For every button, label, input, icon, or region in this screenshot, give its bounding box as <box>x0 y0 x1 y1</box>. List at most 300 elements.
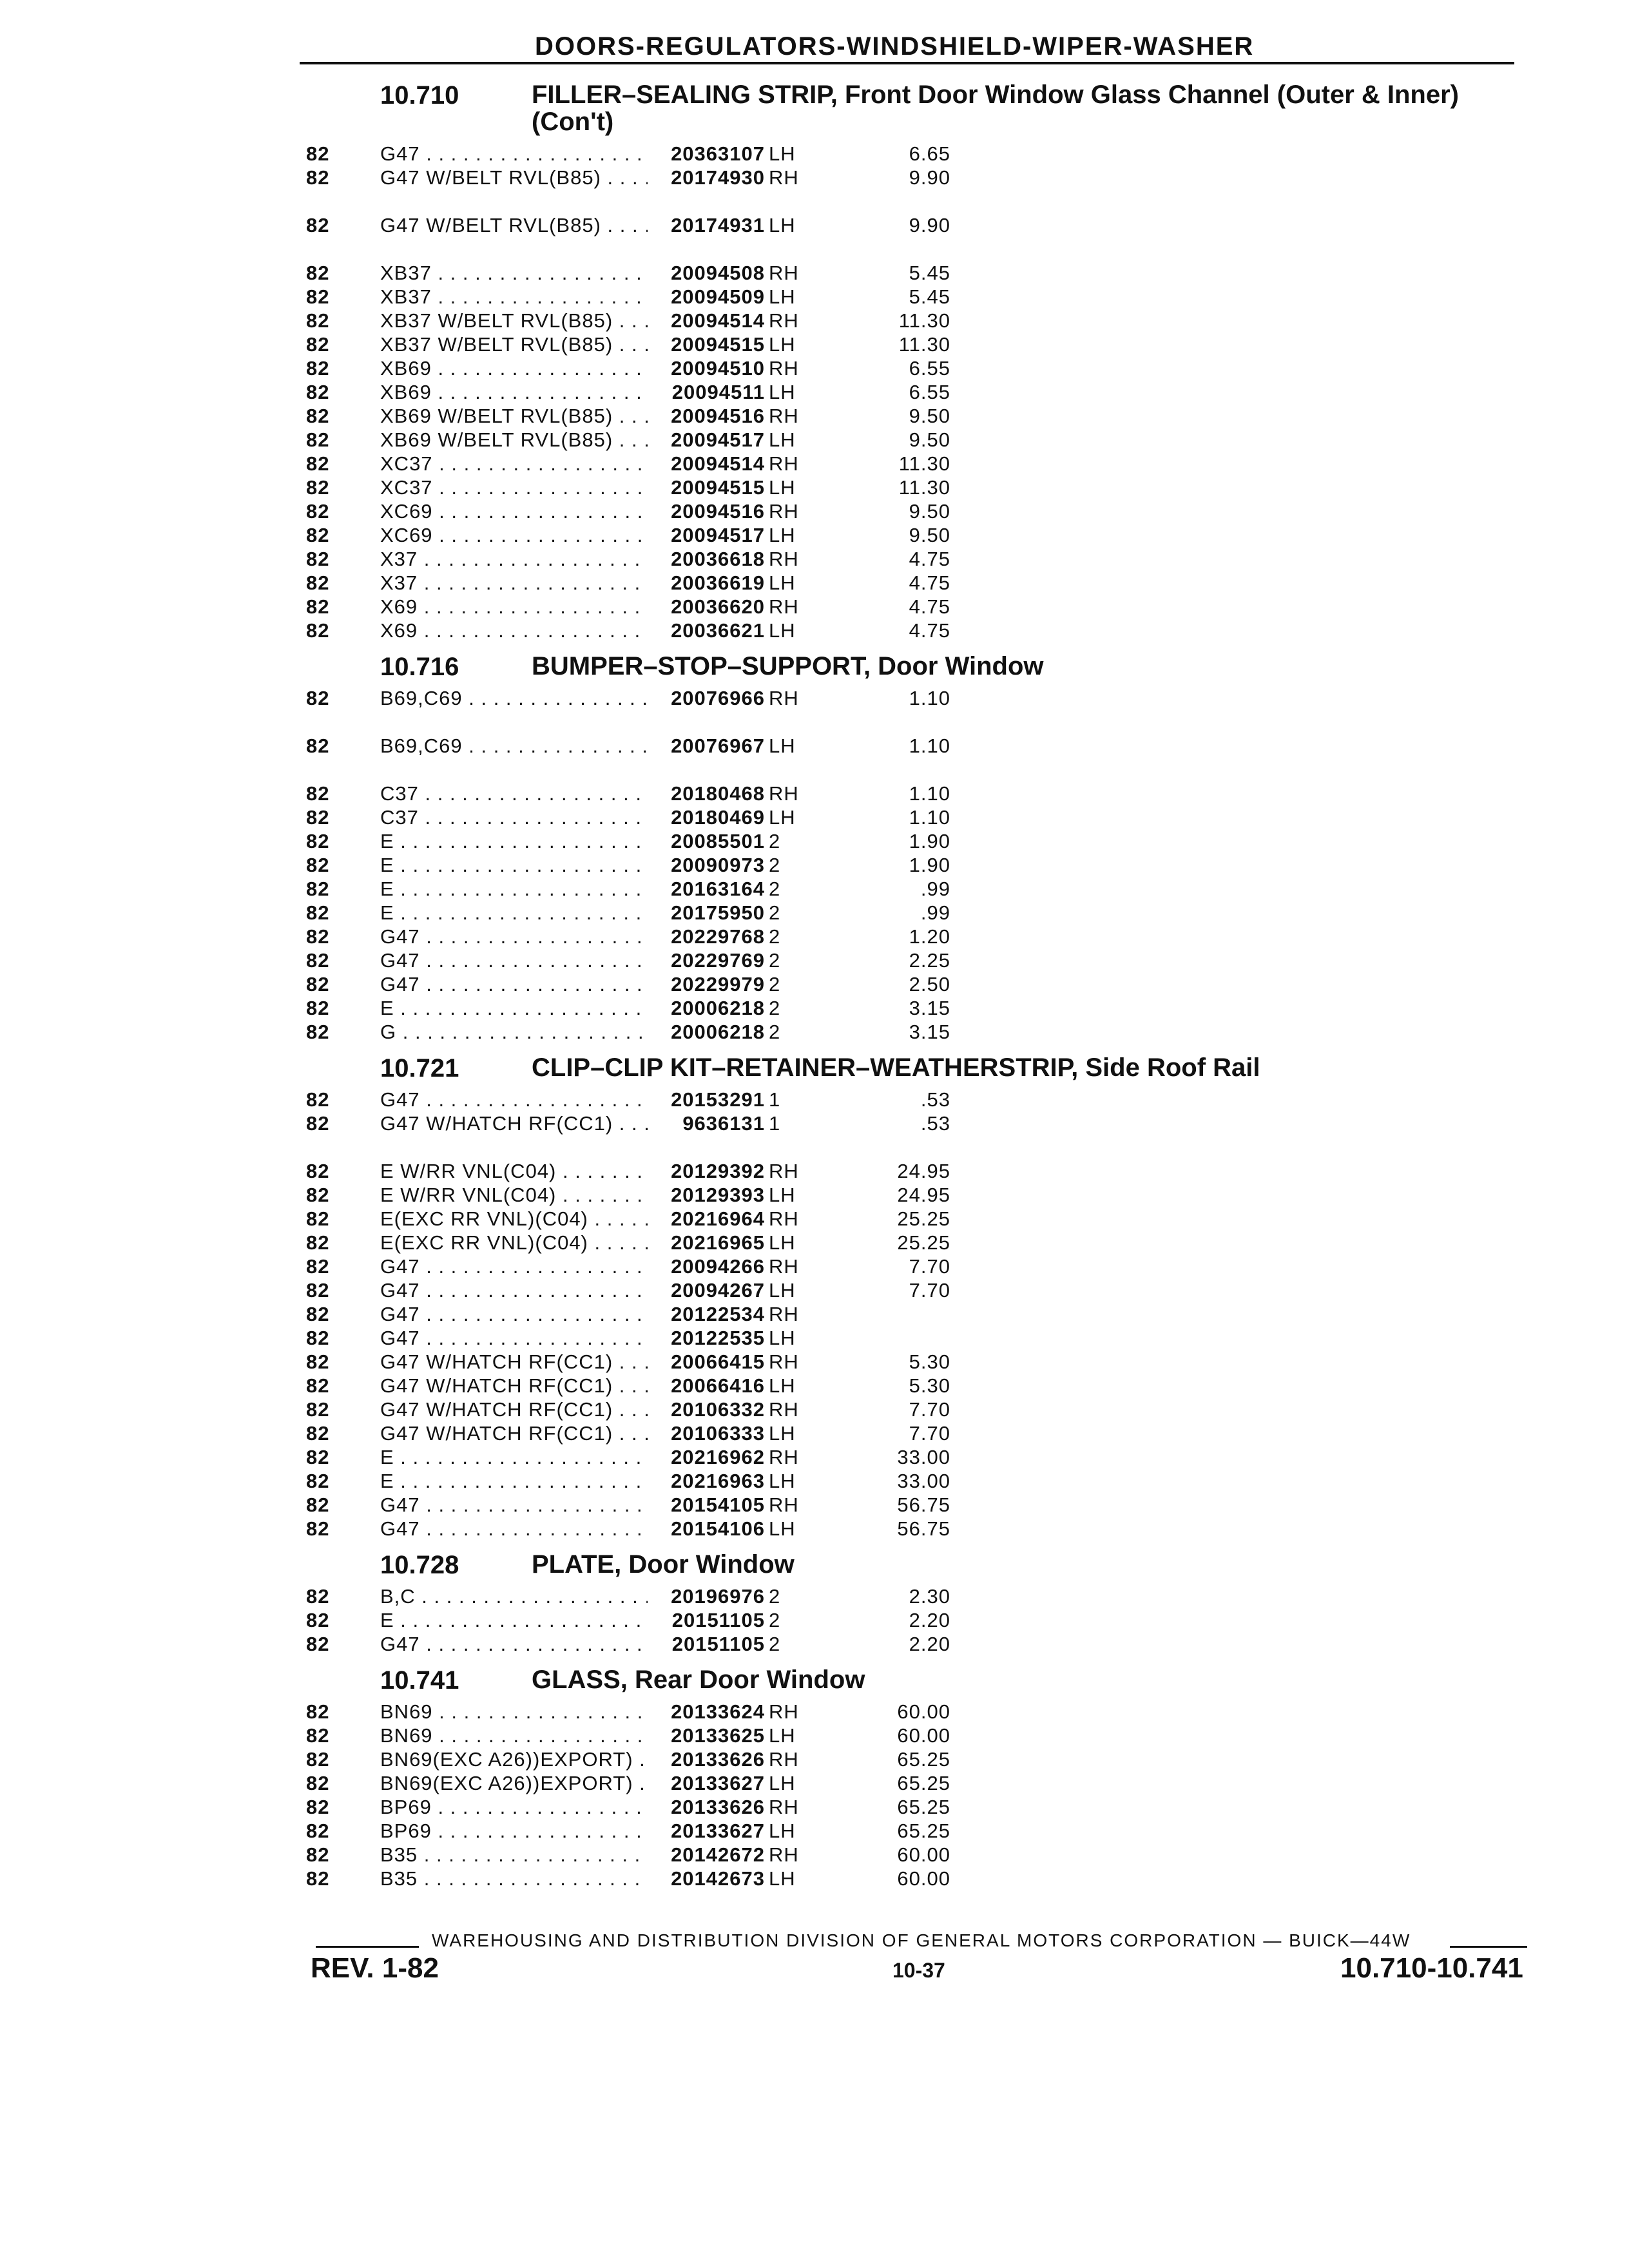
price-cell: 65.25 <box>897 1748 950 1771</box>
part-number-cell: 20129393 <box>648 1183 765 1207</box>
model-cell: G47 W/BELT RVL(B85) . . . <box>380 213 715 237</box>
part-number-cell: 20154106 <box>648 1517 765 1541</box>
model-cell: E W/RR VNL(C04) . . . <box>380 1183 715 1207</box>
year-cell: 82 <box>306 854 330 876</box>
table-row <box>300 285 1514 309</box>
year-cell: 82 <box>306 1772 330 1794</box>
quantity-cell: 2 <box>769 830 781 852</box>
table-row <box>300 1493 1514 1517</box>
table-row <box>300 1584 1514 1608</box>
quantity-cell: LH <box>769 1470 796 1492</box>
year-cell: 82 <box>306 1398 330 1421</box>
price-cell: 33.00 <box>897 1446 950 1468</box>
table-row <box>300 1111 1514 1159</box>
section-number: 10.721 <box>380 1054 459 1082</box>
part-number-cell: 20094509 <box>648 285 765 309</box>
quantity-cell: 1 <box>769 1088 781 1111</box>
section-title: CLIP–CLIP KIT–RETAINER–WEATHERSTRIP, Side Roof Rail <box>532 1053 1260 1082</box>
part-number-cell: 20094517 <box>648 523 765 547</box>
section-heading <box>300 75 1514 142</box>
table-row <box>300 523 1514 547</box>
year-cell: 82 <box>306 1422 330 1445</box>
model-cell: G47 . . . <box>380 142 715 166</box>
price-cell: .99 <box>920 878 950 900</box>
quantity-cell: LH <box>769 524 796 546</box>
part-number-cell: 20133625 <box>648 1724 765 1747</box>
quantity-cell: RH <box>769 1350 799 1373</box>
quantity-cell: RH <box>769 1446 799 1468</box>
year-cell: 82 <box>306 1700 330 1723</box>
model-cell: G47 W/HATCH RF(CC1) . . . <box>380 1374 715 1398</box>
table-row <box>300 142 1514 166</box>
quantity-cell: LH <box>769 1867 796 1890</box>
quantity-cell: LH <box>769 735 796 757</box>
quantity-cell: RH <box>769 262 799 284</box>
quantity-cell: LH <box>769 333 796 356</box>
price-cell: 1.20 <box>909 925 950 948</box>
quantity-cell: RH <box>769 1748 799 1771</box>
part-number-cell: 20229979 <box>648 972 765 996</box>
model-cell: G47 W/BELT RVL(B85) . . . <box>380 166 715 189</box>
part-number-cell: 20122534 <box>648 1302 765 1326</box>
table-row <box>300 1724 1514 1747</box>
table-row <box>300 1159 1514 1183</box>
table-row <box>300 1350 1514 1374</box>
section-heading <box>300 646 1514 686</box>
price-cell: 56.75 <box>897 1517 950 1540</box>
model-cell: E(EXC RR VNL)(C04) . . . <box>380 1207 715 1231</box>
table-row <box>300 1326 1514 1350</box>
year-cell: 82 <box>306 1867 330 1890</box>
year-cell: 82 <box>306 1796 330 1818</box>
quantity-cell: 2 <box>769 854 781 876</box>
quantity-cell: 2 <box>769 1609 781 1631</box>
table-row <box>300 1183 1514 1207</box>
footer-rule-right <box>1450 1946 1527 1948</box>
year-cell: 82 <box>306 405 330 427</box>
price-cell: 4.75 <box>909 619 950 642</box>
quantity-cell: RH <box>769 500 799 523</box>
part-number-cell: 20122535 <box>648 1326 765 1350</box>
model-cell: E . . . <box>380 1608 715 1632</box>
table-row <box>300 619 1514 642</box>
part-number-cell: 20174931 <box>648 213 765 237</box>
quantity-cell: LH <box>769 1772 796 1794</box>
year-cell: 82 <box>306 1585 330 1608</box>
part-number-cell: 20133624 <box>648 1700 765 1724</box>
price-cell: 25.25 <box>897 1231 950 1254</box>
year-cell: 82 <box>306 1088 330 1111</box>
price-cell: 9.50 <box>909 524 950 546</box>
price-cell: 1.10 <box>909 806 950 829</box>
model-cell: G47 . . . <box>380 1278 715 1302</box>
quantity-cell: RH <box>769 357 799 380</box>
table-row <box>300 1302 1514 1326</box>
model-cell: E . . . <box>380 1469 715 1493</box>
quantity-cell: LH <box>769 1724 796 1747</box>
table-row <box>300 1278 1514 1302</box>
part-number-cell: 20094508 <box>648 261 765 285</box>
table-row <box>300 428 1514 452</box>
quantity-cell: LH <box>769 428 796 451</box>
model-cell: XC69 . . . <box>380 499 715 523</box>
price-cell: 60.00 <box>897 1867 950 1890</box>
part-number-cell: 9636131 <box>648 1111 765 1135</box>
model-cell: XC37 . . . <box>380 452 715 476</box>
table-row <box>300 1445 1514 1469</box>
table-row <box>300 1771 1514 1795</box>
table-row <box>300 1398 1514 1421</box>
year-cell: 82 <box>306 309 330 332</box>
table-row <box>300 972 1514 996</box>
section-title: FILLER–SEALING STRIP, Front Door Window Glass Channel (Outer & Inner) (Con't) <box>532 81 1459 136</box>
part-number-cell: 20094514 <box>648 452 765 476</box>
table-row <box>300 877 1514 901</box>
table-row <box>300 1469 1514 1493</box>
model-cell: E . . . <box>380 901 715 925</box>
price-cell: 9.50 <box>909 500 950 523</box>
year-cell: 82 <box>306 1748 330 1771</box>
year-cell: 82 <box>306 1112 330 1135</box>
part-number-cell: 20363107 <box>648 142 765 166</box>
model-cell: BN69(EXC A26))EXPORT) . . . <box>380 1747 715 1771</box>
page-number: 10-37 <box>892 1959 945 1982</box>
model-cell: XB37 W/BELT RVL(B85) . . . <box>380 309 715 332</box>
part-number-cell: 20106333 <box>648 1421 765 1445</box>
part-number-cell: 20076966 <box>648 686 765 710</box>
part-number-cell: 20142672 <box>648 1843 765 1867</box>
table-row <box>300 782 1514 805</box>
quantity-cell: LH <box>769 572 796 594</box>
price-cell: 2.20 <box>909 1633 950 1655</box>
table-row <box>300 404 1514 428</box>
model-cell: BP69 . . . <box>380 1795 715 1819</box>
price-cell: 60.00 <box>897 1700 950 1723</box>
quantity-cell: LH <box>769 1327 796 1349</box>
quantity-cell: RH <box>769 548 799 570</box>
year-cell: 82 <box>306 214 330 236</box>
part-number-cell: 20133626 <box>648 1747 765 1771</box>
table-row <box>300 1374 1514 1398</box>
year-cell: 82 <box>306 452 330 475</box>
table-row <box>300 499 1514 523</box>
year-cell: 82 <box>306 1231 330 1254</box>
part-number-cell: 20090973 <box>648 853 765 877</box>
year-cell: 82 <box>306 1494 330 1516</box>
price-cell: 7.70 <box>909 1398 950 1421</box>
year-cell: 82 <box>306 1820 330 1842</box>
price-cell: 5.30 <box>909 1374 950 1397</box>
model-cell: B69,C69 . . . <box>380 686 715 710</box>
year-cell: 82 <box>306 548 330 570</box>
part-number-cell: 20094511 <box>648 380 765 404</box>
header-rule <box>300 62 1514 64</box>
table-row <box>300 166 1514 213</box>
part-number-cell: 20066416 <box>648 1374 765 1398</box>
model-cell: XB37 . . . <box>380 285 715 309</box>
year-cell: 82 <box>306 1633 330 1655</box>
year-cell: 82 <box>306 1184 330 1206</box>
year-cell: 82 <box>306 901 330 924</box>
year-cell: 82 <box>306 1327 330 1349</box>
model-cell: C37 . . . <box>380 805 715 829</box>
model-cell: G47 . . . <box>380 1302 715 1326</box>
part-number-cell: 20129392 <box>648 1159 765 1183</box>
table-row <box>300 452 1514 476</box>
quantity-cell: 2 <box>769 997 781 1019</box>
part-number-cell: 20036621 <box>648 619 765 642</box>
model-cell: G47 . . . <box>380 948 715 972</box>
section-heading <box>300 1660 1514 1700</box>
part-number-cell: 20006218 <box>648 1020 765 1044</box>
quantity-cell: RH <box>769 166 799 189</box>
table-row <box>300 380 1514 404</box>
year-cell: 82 <box>306 782 330 805</box>
model-cell: XB37 W/BELT RVL(B85) . . . <box>380 332 715 356</box>
table-row <box>300 1747 1514 1771</box>
table-row <box>300 261 1514 285</box>
price-cell: 2.50 <box>909 973 950 995</box>
price-cell: 65.25 <box>897 1796 950 1818</box>
table-row <box>300 1517 1514 1541</box>
part-number-cell: 20133626 <box>648 1795 765 1819</box>
price-cell: 1.90 <box>909 854 950 876</box>
year-cell: 82 <box>306 285 330 308</box>
quantity-cell: RH <box>769 1207 799 1230</box>
model-cell: G47 W/HATCH RF(CC1) . . . <box>380 1350 715 1374</box>
table-row <box>300 476 1514 499</box>
table-row <box>300 1819 1514 1843</box>
section-range: 10.710-10.741 <box>1340 1952 1523 1984</box>
table-row <box>300 925 1514 948</box>
model-cell: G47 . . . <box>380 1254 715 1278</box>
table-row <box>300 1088 1514 1111</box>
model-cell: G47 W/HATCH RF(CC1) . . . <box>380 1421 715 1445</box>
quantity-cell: RH <box>769 1303 799 1325</box>
table-row <box>300 571 1514 595</box>
part-number-cell: 20076967 <box>648 734 765 758</box>
model-cell: E . . . <box>380 1445 715 1469</box>
year-cell: 82 <box>306 830 330 852</box>
year-cell: 82 <box>306 595 330 618</box>
price-cell: 7.70 <box>909 1279 950 1302</box>
price-cell: 2.25 <box>909 949 950 972</box>
year-cell: 82 <box>306 476 330 499</box>
model-cell: G47 . . . <box>380 972 715 996</box>
quantity-cell: 2 <box>769 1633 781 1655</box>
quantity-cell: 2 <box>769 973 781 995</box>
section-number: 10.716 <box>380 653 459 681</box>
model-cell: XB69 W/BELT RVL(B85) . . . <box>380 404 715 428</box>
part-number-cell: 20066415 <box>648 1350 765 1374</box>
part-number-cell: 20036619 <box>648 571 765 595</box>
part-number-cell: 20133627 <box>648 1819 765 1843</box>
year-cell: 82 <box>306 687 330 709</box>
price-cell: .53 <box>920 1088 950 1111</box>
part-number-cell: 20094515 <box>648 332 765 356</box>
price-cell: 6.65 <box>909 142 950 165</box>
table-row <box>300 1700 1514 1724</box>
model-cell: G47 . . . <box>380 1326 715 1350</box>
year-cell: 82 <box>306 262 330 284</box>
quantity-cell: LH <box>769 214 796 236</box>
quantity-cell: LH <box>769 806 796 829</box>
year-cell: 82 <box>306 997 330 1019</box>
price-cell: .53 <box>920 1112 950 1135</box>
quantity-cell: RH <box>769 1796 799 1818</box>
part-number-cell: 20094516 <box>648 404 765 428</box>
table-row <box>300 1421 1514 1445</box>
model-cell: XB69 . . . <box>380 380 715 404</box>
quantity-cell: LH <box>769 1279 796 1302</box>
model-cell: G47 W/HATCH RF(CC1) . . . <box>380 1111 715 1135</box>
quantity-cell: 2 <box>769 878 781 900</box>
quantity-cell: 2 <box>769 1585 781 1608</box>
year-cell: 82 <box>306 142 330 165</box>
price-cell: .99 <box>920 901 950 924</box>
price-cell: 25.25 <box>897 1207 950 1230</box>
model-cell: G47 . . . <box>380 925 715 948</box>
model-cell: G47 . . . <box>380 1088 715 1111</box>
section-title: GLASS, Rear Door Window <box>532 1666 865 1694</box>
model-cell: XB37 . . . <box>380 261 715 285</box>
price-cell: 3.15 <box>909 1021 950 1043</box>
section-heading <box>300 1048 1514 1088</box>
year-cell: 82 <box>306 1350 330 1373</box>
quantity-cell: RH <box>769 1843 799 1866</box>
part-number-cell: 20006218 <box>648 996 765 1020</box>
price-cell: 9.50 <box>909 428 950 451</box>
price-cell: 2.20 <box>909 1609 950 1631</box>
year-cell: 82 <box>306 735 330 757</box>
page-title: DOORS-REGULATORS-WINDSHIELD-WIPER-WASHER <box>535 32 1255 61</box>
part-number-cell: 20153291 <box>648 1088 765 1111</box>
price-cell: 5.30 <box>909 1350 950 1373</box>
price-cell: 9.50 <box>909 405 950 427</box>
table-row <box>300 356 1514 380</box>
price-cell: 2.30 <box>909 1585 950 1608</box>
year-cell: 82 <box>306 524 330 546</box>
model-cell: G47 . . . <box>380 1493 715 1517</box>
part-number-cell: 20216962 <box>648 1445 765 1469</box>
price-cell: 6.55 <box>909 381 950 403</box>
model-cell: XC37 . . . <box>380 476 715 499</box>
model-cell: X37 . . . <box>380 571 715 595</box>
part-number-cell: 20142673 <box>648 1867 765 1890</box>
price-cell: 56.75 <box>897 1494 950 1516</box>
model-cell: E(EXC RR VNL)(C04) . . . <box>380 1231 715 1254</box>
price-cell: 6.55 <box>909 357 950 380</box>
year-cell: 82 <box>306 333 330 356</box>
table-row <box>300 1207 1514 1231</box>
model-cell: B35 . . . <box>380 1843 715 1867</box>
quantity-cell: RH <box>769 1255 799 1278</box>
price-cell: 5.45 <box>909 285 950 308</box>
footer-rule-left <box>316 1946 419 1948</box>
quantity-cell: LH <box>769 285 796 308</box>
year-cell: 82 <box>306 1470 330 1492</box>
price-cell: 4.75 <box>909 548 950 570</box>
quantity-cell: LH <box>769 476 796 499</box>
year-cell: 82 <box>306 878 330 900</box>
model-cell: B,C . . . <box>380 1584 715 1608</box>
model-cell: BN69(EXC A26))EXPORT) . . . <box>380 1771 715 1795</box>
table-row <box>300 1020 1514 1044</box>
part-number-cell: 20133627 <box>648 1771 765 1795</box>
price-cell: 4.75 <box>909 572 950 594</box>
part-number-cell: 20094267 <box>648 1278 765 1302</box>
part-number-cell: 20216964 <box>648 1207 765 1231</box>
part-number-cell: 20094510 <box>648 356 765 380</box>
price-cell: 5.45 <box>909 262 950 284</box>
section-title: PLATE, Door Window <box>532 1550 795 1579</box>
year-cell: 82 <box>306 381 330 403</box>
model-cell: X37 . . . <box>380 547 715 571</box>
part-number-cell: 20216963 <box>648 1469 765 1493</box>
table-row <box>300 686 1514 734</box>
table-row <box>300 805 1514 829</box>
quantity-cell: RH <box>769 309 799 332</box>
table-row <box>300 996 1514 1020</box>
part-number-cell: 20180468 <box>648 782 765 805</box>
price-cell: 24.95 <box>897 1160 950 1182</box>
year-cell: 82 <box>306 973 330 995</box>
quantity-cell: RH <box>769 1494 799 1516</box>
table-row <box>300 213 1514 261</box>
price-cell: 65.25 <box>897 1772 950 1794</box>
table-row <box>300 901 1514 925</box>
year-cell: 82 <box>306 806 330 829</box>
quantity-cell: LH <box>769 1820 796 1842</box>
part-number-cell: 20151105 <box>648 1632 765 1656</box>
part-number-cell: 20094517 <box>648 428 765 452</box>
model-cell: BP69 . . . <box>380 1819 715 1843</box>
year-cell: 82 <box>306 1207 330 1230</box>
quantity-cell: LH <box>769 619 796 642</box>
table-row <box>300 1608 1514 1632</box>
year-cell: 82 <box>306 619 330 642</box>
year-cell: 82 <box>306 949 330 972</box>
table-row <box>300 734 1514 782</box>
part-number-cell: 20094516 <box>648 499 765 523</box>
year-cell: 82 <box>306 1021 330 1043</box>
year-cell: 82 <box>306 1279 330 1302</box>
part-number-cell: 20163164 <box>648 877 765 901</box>
part-number-cell: 20180469 <box>648 805 765 829</box>
table-row <box>300 309 1514 332</box>
price-cell: 11.30 <box>898 476 950 499</box>
quantity-cell: 2 <box>769 901 781 924</box>
model-cell: E W/RR VNL(C04) . . . <box>380 1159 715 1183</box>
quantity-cell: LH <box>769 1374 796 1397</box>
quantity-cell: LH <box>769 1422 796 1445</box>
part-number-cell: 20036620 <box>648 595 765 619</box>
year-cell: 82 <box>306 1160 330 1182</box>
year-cell: 82 <box>306 1374 330 1397</box>
table-row <box>300 332 1514 356</box>
table-row <box>300 948 1514 972</box>
table-row <box>300 1632 1514 1656</box>
price-cell: 11.30 <box>898 333 950 356</box>
part-number-cell: 20094514 <box>648 309 765 332</box>
section-number: 10.728 <box>380 1551 459 1579</box>
section-heading <box>300 1544 1514 1584</box>
revision-label: REV. 1-82 <box>311 1952 439 1984</box>
table-row <box>300 1843 1514 1867</box>
quantity-cell: LH <box>769 381 796 403</box>
year-cell: 82 <box>306 500 330 523</box>
part-number-cell: 20229769 <box>648 948 765 972</box>
